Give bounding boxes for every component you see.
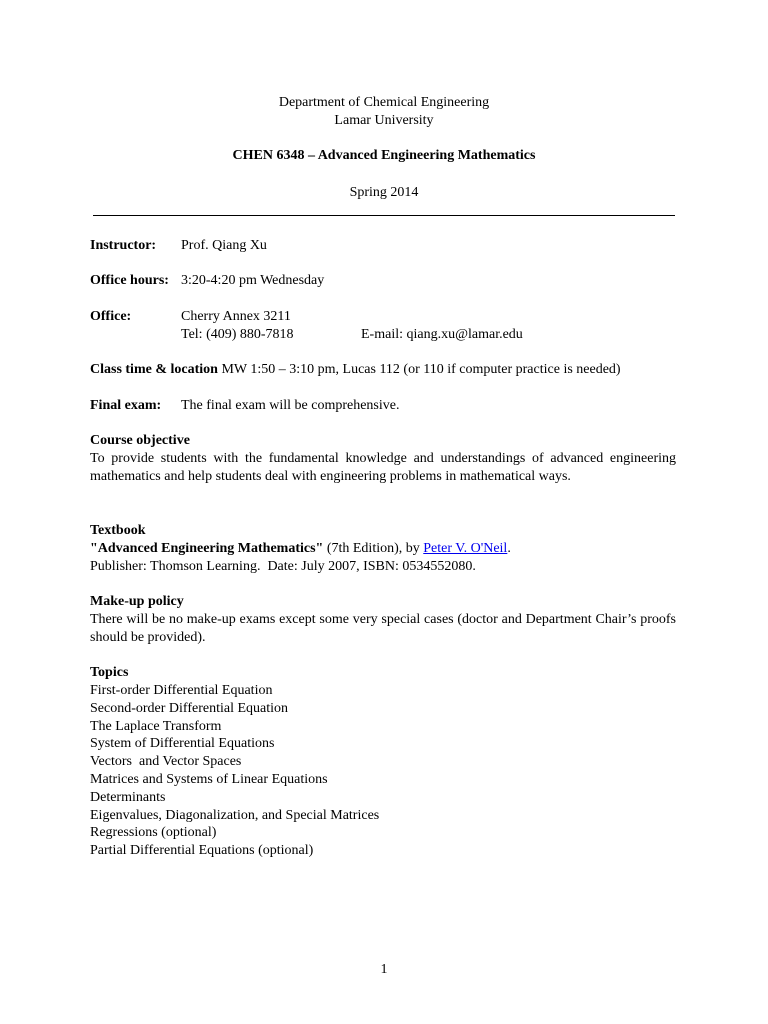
instructor-value: Prof. Qiang Xu <box>181 238 267 253</box>
course-title: CHEN 6348 – Advanced Engineering Mathematics <box>232 148 536 163</box>
topics-list <box>90 682 379 860</box>
office-hours-value: 3:20-4:20 pm Wednesday <box>181 273 325 288</box>
header-divider <box>93 215 675 216</box>
list-item: Matrices and Systems of Linear Equations <box>90 771 328 787</box>
makeup-policy-heading: Make-up policy <box>90 594 184 609</box>
course-objective-heading: Course objective <box>90 433 190 448</box>
office-location: Cherry Annex 3211 <box>181 309 291 324</box>
list-item: First-order Differential Equation <box>90 683 273 698</box>
list-item: Eigenvalues, Diagonalization, and Special Matrices <box>90 807 380 823</box>
list-item: Vectors and Vector Spaces <box>90 754 242 770</box>
university-name: Lamar University <box>334 113 434 128</box>
makeup-policy-text: There will be no make-up exams except some very special cases (doctor and Department Chair’s proofs should be provided). <box>90 612 676 645</box>
list-item: Partial Differential Equations (optional) <box>90 843 314 859</box>
office-label: Office: <box>90 309 132 324</box>
textbook-quote-open: " <box>90 541 98 556</box>
textbook-heading: Textbook <box>90 523 146 538</box>
textbook-title: Advanced Engineering Mathematics <box>97 541 316 556</box>
class-time-value: MW 1:50 – 3:10 pm, Lucas 112 (or 110 if computer practice is needed) <box>221 362 621 377</box>
final-exam-label: Final exam: <box>90 398 162 413</box>
textbook-period: . <box>507 541 511 556</box>
list-item: The Laplace Transform <box>90 718 222 734</box>
list-item: Determinants <box>90 789 166 805</box>
textbook-publisher: Publisher: Thomson Learning. Date: July 2007, ISBN: 0534552080. <box>90 559 476 574</box>
textbook-quote-close: " <box>315 541 324 556</box>
course-objective-text: To provide students with the fundamental knowledge and understandings of advanced engineering mathematics and help students deal with engineering problems in mathematical ways. <box>90 451 676 484</box>
list-item: Regressions (optional) <box>90 825 217 841</box>
instructor-label: Instructor: <box>90 238 157 253</box>
topics-heading: Topics <box>90 665 129 680</box>
class-time-line <box>90 361 621 379</box>
page-number: 1 <box>380 962 388 977</box>
office-phone: Tel: (409) 880-7818 <box>181 327 294 342</box>
class-time-label: Class time & location <box>90 362 218 377</box>
textbook-line <box>90 540 511 558</box>
term: Spring 2014 <box>349 185 419 200</box>
author-link[interactable]: Peter V. O'Neil <box>423 541 508 556</box>
list-item: Second-order Differential Equation <box>90 700 289 716</box>
final-exam-value: The final exam will be comprehensive. <box>181 398 400 413</box>
textbook-edition: (7th Edition), by <box>323 541 424 556</box>
list-item: System of Differential Equations <box>90 736 275 752</box>
department-name: Department of Chemical Engineering <box>278 95 490 110</box>
office-email: E-mail: qiang.xu@lamar.edu <box>361 327 523 342</box>
office-hours-label: Office hours: <box>90 273 169 288</box>
